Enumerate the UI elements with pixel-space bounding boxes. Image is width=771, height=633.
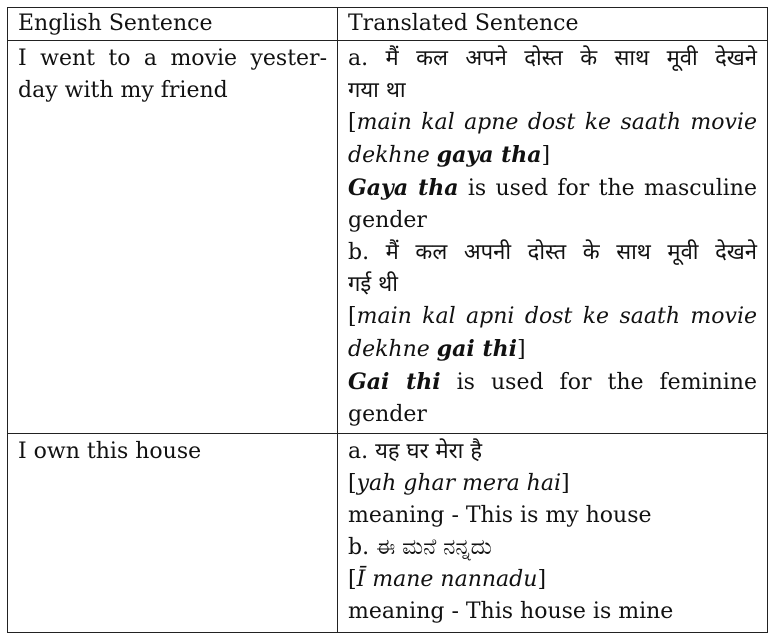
header-row <box>8 8 768 41</box>
transliteration-b-cont: dekhne gai thi] <box>348 336 526 362</box>
note-b: Gai thi is used for the feminine <box>348 369 757 395</box>
note-b-cont: gender <box>348 402 427 427</box>
hindi-sentence-a: a. मैं कल अपने दोस्त के साथ मूवी देखने <box>348 46 757 71</box>
table-row <box>8 41 768 434</box>
english-line: I own this house <box>18 439 202 464</box>
meaning-b: meaning - This house is mine <box>348 599 674 624</box>
transliteration-a-cont: dekhne gaya tha] <box>348 142 551 168</box>
transliteration-b: [Ī mane nannadu] <box>348 567 547 592</box>
transliteration-b: [main kal apni dost ke saath movie <box>348 304 757 329</box>
english-line: day with my friend <box>18 78 228 103</box>
table-row <box>8 434 768 633</box>
translation-cell <box>338 41 768 434</box>
hindi-sentence-a-cont: गया था <box>348 78 406 103</box>
header-english: English Sentence <box>8 8 338 41</box>
english-cell <box>8 41 338 434</box>
transliteration-a: [main kal apne dost ke saath movie <box>348 110 757 135</box>
kannada-sentence-b: b. ಈ ಮನೆ ನನ್ನದು <box>348 535 492 560</box>
translation-cell <box>338 434 768 633</box>
meaning-a: meaning - This is my house <box>348 503 652 528</box>
english-cell <box>8 434 338 633</box>
hindi-sentence-b-cont: गई थी <box>348 272 398 297</box>
hindi-sentence-b: b. मैं कल अपनी दोस्त के साथ मूवी देखने <box>348 240 757 265</box>
hindi-sentence-a: a. यह घर मेरा है <box>348 439 483 464</box>
header-translated: Translated Sentence <box>338 8 768 41</box>
translation-table <box>7 7 768 633</box>
english-line: I went to a movie yester- <box>18 46 327 71</box>
note-a: Gaya tha is used for the masculine <box>348 175 757 201</box>
note-a-cont: gender <box>348 208 427 233</box>
transliteration-a: [yah ghar mera hai] <box>348 471 570 496</box>
